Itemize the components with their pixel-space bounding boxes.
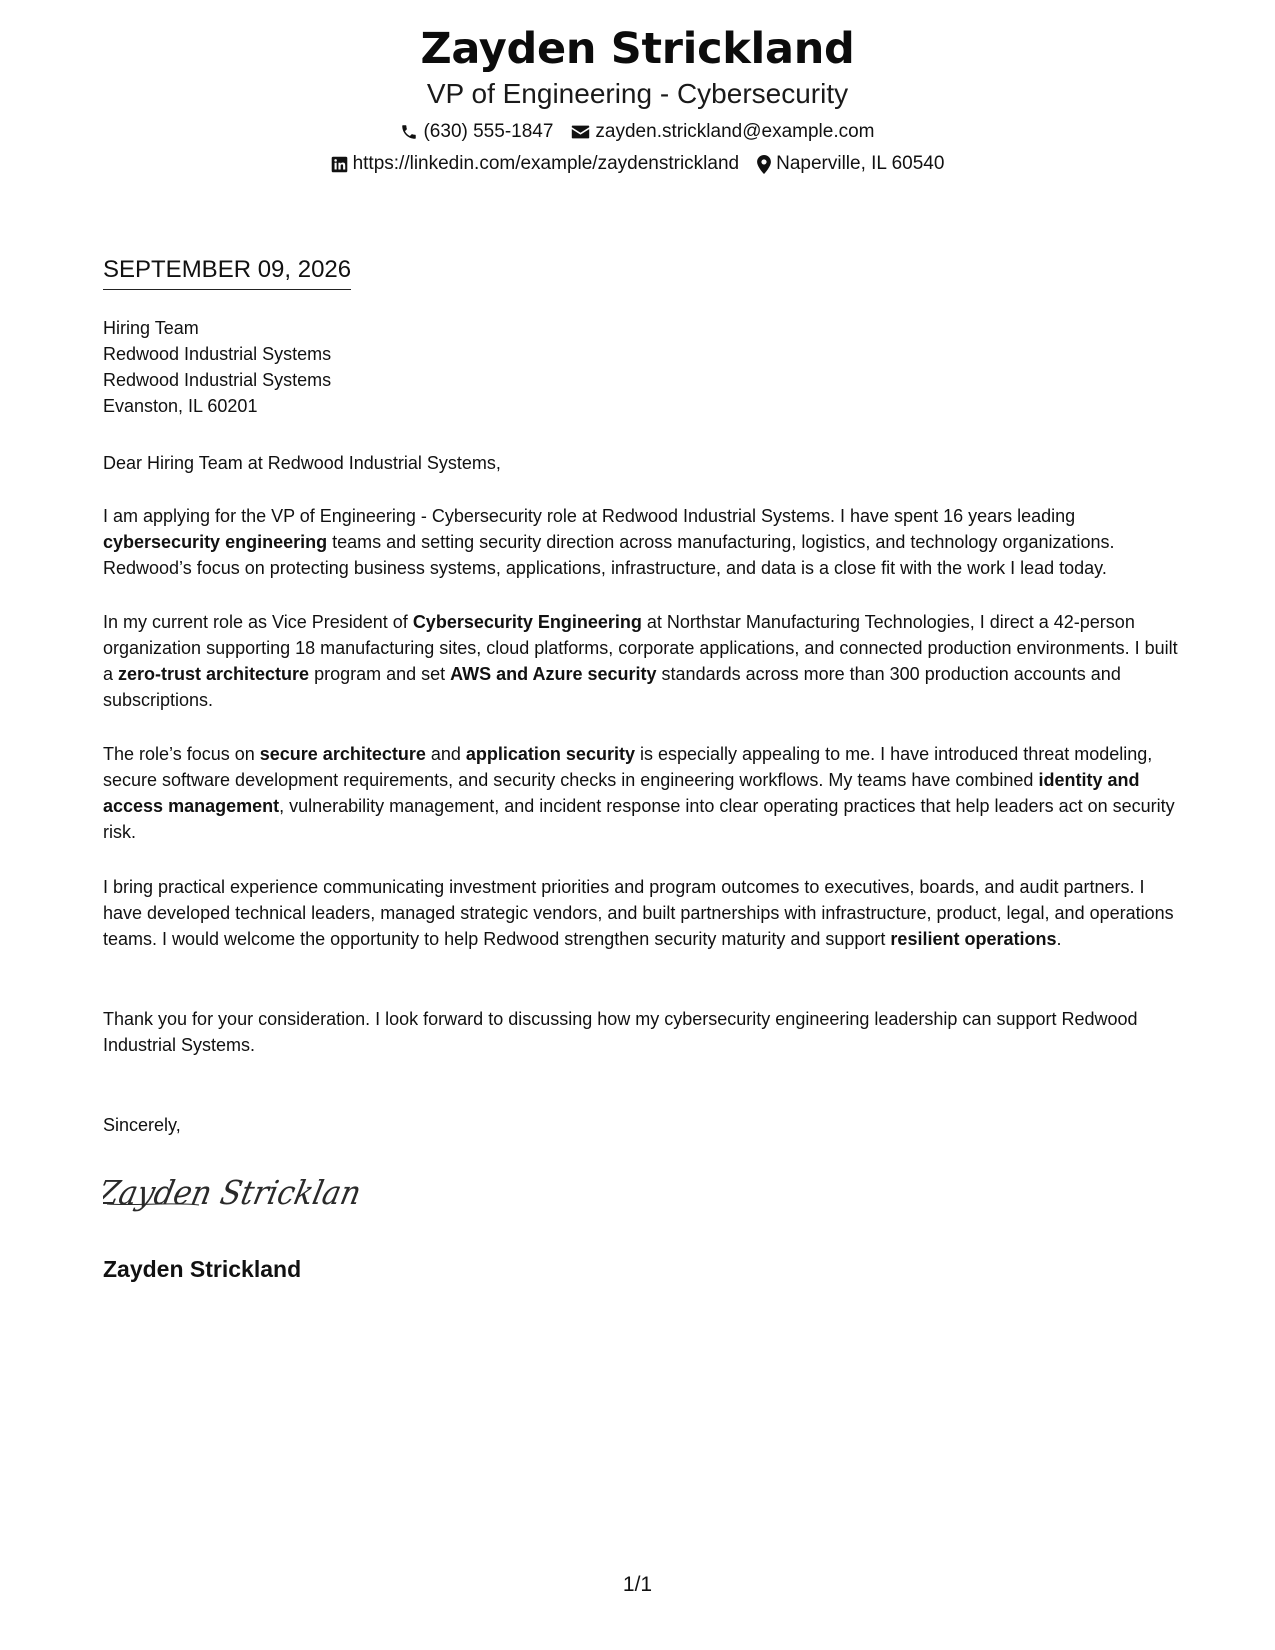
body-paragraph-5: Thank you for your consideration. I look forward to discussing how my cybersecurity engineering leadership can support Redwood Industrial Systems. [103, 1009, 1138, 1055]
recipient-line: Redwood Industrial Systems [103, 344, 332, 364]
contact-phone [400, 120, 553, 144]
contact-linkedin [331, 152, 740, 176]
closing: Sincerely, [103, 1115, 181, 1135]
emphasis: zero-trust architecture [118, 664, 310, 684]
handwritten-signature [103, 1162, 373, 1222]
signer-name: Zayden Strickland [103, 1256, 302, 1282]
body-paragraph-1: I am applying for the VP of Engineering - Cybersecurity role at Redwood Industrial Systems. I have spent 16 years leading cybersecurity engineering teams and setting security direction across manufacturing, logistics, and technology organizations. Redwood’s focus on protecting business systems, applications, infrastructure, and data is a close fit with the work I lead today. [103, 506, 1115, 578]
svg-text:Zayden Stricklan: Zayden Stricklan [103, 1173, 373, 1212]
linkedin-icon [331, 156, 348, 173]
location-text: Naperville, IL 60540 [776, 153, 945, 174]
recipient-block [103, 315, 1178, 419]
body-paragraph-4: I bring practical experience communicating investment priorities and program outcomes to executives, boards, and audit partners. I have developed technical leaders, managed strategic vendors, and built partnerships with infrastructure, product, legal, and operations teams. I would welcome the opportunity to help Redwood strengthen security maturity and support resilient operations. [103, 877, 1174, 949]
emphasis: application security [465, 744, 635, 764]
applicant-name: Zayden Strickland [420, 24, 855, 74]
map-pin-icon [757, 155, 771, 174]
emphasis: resilient operations [890, 929, 1057, 949]
contact-email [571, 120, 874, 144]
emphasis: identity and access management [103, 770, 1140, 816]
emphasis: Cybersecurity Engineering [412, 612, 642, 632]
recipient-line: Redwood Industrial Systems [103, 370, 332, 390]
contact-location [757, 152, 944, 176]
page-number: 1/1 [622, 1573, 653, 1596]
letter-header [0, 22, 1275, 176]
phone-icon [400, 123, 418, 141]
body-paragraph-3: The role’s focus on secure architecture and application security is especially appealing to me. I have introduced threat modeling, secure software development requirements, and security checks in engineering workflows. My teams have combined identity and access management, vulnerability management, and incident response into clear operating practices that help leaders act on security risk. [103, 744, 1175, 842]
emphasis: cybersecurity engineering [103, 532, 328, 552]
emphasis: secure architecture [259, 744, 426, 764]
contact-row-1 [0, 120, 1275, 144]
emphasis: AWS and Azure security [450, 664, 657, 684]
phone-text[interactable]: (630) 555-1847 [423, 121, 554, 142]
recipient-line: Evanston, IL 60201 [103, 396, 258, 416]
salutation: Dear Hiring Team at Redwood Industrial Systems, [103, 453, 501, 473]
body-paragraph-2: In my current role as Vice President of Cybersecurity Engineering at Northstar Manufacturing Technologies, I direct a 42-person organization supporting 18 manufacturing sites, cloud platforms, corporate applications, and connected production environments. I built a zero-trust architecture program and set AWS and Azure security standards across more than 300 production accounts and subscriptions. [103, 612, 1178, 710]
applicant-title: VP of Engineering - Cybersecurity [426, 78, 849, 109]
envelope-icon [571, 124, 590, 140]
email-text[interactable]: zayden.strickland@example.com [595, 121, 875, 142]
contact-row-2 [0, 152, 1275, 176]
linkedin-text[interactable]: https://linkedin.com/example/zaydenstrickland [352, 153, 740, 174]
letter-date: SEPTEMBER 09, 2026 [103, 255, 351, 290]
recipient-line: Hiring Team [103, 318, 199, 338]
